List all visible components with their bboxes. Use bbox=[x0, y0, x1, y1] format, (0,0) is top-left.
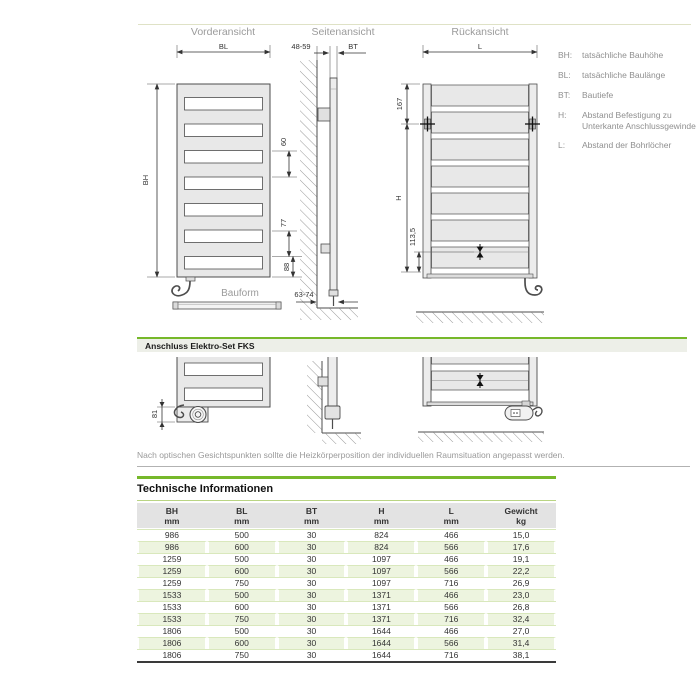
table-cell: 30 bbox=[277, 565, 347, 577]
wall-hatch bbox=[300, 60, 317, 320]
dim-60: 60 bbox=[279, 137, 288, 147]
table-cell: 566 bbox=[416, 565, 486, 577]
legend-item bbox=[558, 90, 698, 101]
column-unit: mm bbox=[234, 516, 250, 527]
table-cell: 466 bbox=[416, 625, 486, 637]
legend bbox=[558, 50, 698, 160]
dim-167: 167 bbox=[395, 97, 404, 111]
dim-88: 88 bbox=[282, 262, 291, 272]
legend-item bbox=[558, 70, 698, 81]
elektro-front-view bbox=[150, 357, 270, 430]
bauform-label: Bauform bbox=[221, 288, 259, 299]
legend-text: Bautiefe bbox=[582, 89, 614, 100]
legend-text: Abstand der Bohrlöcher bbox=[582, 140, 672, 151]
table-cell: 38,1 bbox=[486, 649, 556, 661]
rear-view-drawing bbox=[394, 42, 544, 323]
column-header bbox=[346, 503, 416, 529]
table-cell: 466 bbox=[416, 589, 486, 601]
table-cell: 566 bbox=[416, 541, 486, 553]
table-cell: 1533 bbox=[137, 613, 207, 625]
note-text: Nach optischen Gesichtspunkten sollte die Heizkörperposition der individuellen Raumsituation angepasst werden. bbox=[137, 450, 565, 460]
technical-table-wrap bbox=[137, 500, 556, 663]
table-cell: 716 bbox=[416, 649, 486, 661]
table-cell: 986 bbox=[137, 541, 207, 553]
table-cell: 600 bbox=[207, 637, 277, 649]
bauform-profile bbox=[173, 302, 281, 309]
table-cell: 600 bbox=[207, 541, 277, 553]
table-cell: 1097 bbox=[346, 553, 416, 565]
table-cell: 32,4 bbox=[486, 613, 556, 625]
table-cell: 26,8 bbox=[486, 601, 556, 613]
column-header bbox=[486, 503, 556, 529]
table-cell: 30 bbox=[277, 529, 347, 541]
table-row bbox=[137, 601, 556, 613]
table-cell: 19,1 bbox=[486, 553, 556, 565]
elektro-rear-view bbox=[418, 357, 544, 442]
legend-key: BL: bbox=[558, 69, 571, 80]
column-label: H bbox=[378, 506, 385, 516]
table-cell: 30 bbox=[277, 541, 347, 553]
dim-bl: BL bbox=[218, 42, 229, 51]
table-cell: 1371 bbox=[346, 613, 416, 625]
rear-view-title: Rückansicht bbox=[451, 26, 509, 38]
table-cell: 500 bbox=[207, 553, 277, 565]
column-unit: kg bbox=[516, 516, 527, 527]
table-cell: 1806 bbox=[137, 649, 207, 661]
legend-key: BT: bbox=[558, 89, 571, 100]
top-divider bbox=[138, 24, 691, 25]
table-cell: 31,4 bbox=[486, 637, 556, 649]
legend-key: L: bbox=[558, 140, 566, 151]
column-label: BH bbox=[165, 506, 179, 516]
cable-hook bbox=[525, 278, 542, 295]
table-cell: 1806 bbox=[137, 637, 207, 649]
technical-drawing-elektro bbox=[130, 357, 570, 449]
column-label: BT bbox=[305, 506, 318, 516]
legend-item bbox=[558, 110, 698, 132]
section-divider bbox=[137, 466, 690, 467]
table-cell: 30 bbox=[277, 589, 347, 601]
column-header bbox=[416, 503, 486, 529]
elektro-section-header bbox=[137, 337, 687, 352]
floor-hatch bbox=[418, 432, 544, 442]
elektro-side-view bbox=[307, 357, 361, 444]
heating-element bbox=[325, 406, 340, 419]
table-cell: 500 bbox=[207, 529, 277, 541]
table-cell: 15,0 bbox=[486, 529, 556, 541]
dim-81: 81 bbox=[150, 409, 159, 419]
legend-item bbox=[558, 140, 698, 151]
dim-l: L bbox=[477, 42, 483, 51]
table-cell: 716 bbox=[416, 577, 486, 589]
table-body bbox=[137, 529, 556, 661]
table-cell: 1097 bbox=[346, 577, 416, 589]
table-cell: 1806 bbox=[137, 625, 207, 637]
cable-hook bbox=[172, 281, 190, 296]
table-cell: 466 bbox=[416, 529, 486, 541]
wall-hatch bbox=[307, 361, 322, 433]
floor-hatch bbox=[322, 433, 361, 444]
technical-drawing-top bbox=[130, 40, 570, 336]
table-cell: 566 bbox=[416, 637, 486, 649]
table-cell: 824 bbox=[346, 529, 416, 541]
table-cell: 750 bbox=[207, 577, 277, 589]
table-cell: 600 bbox=[207, 565, 277, 577]
dim-113: 113,5 bbox=[408, 227, 417, 247]
column-header bbox=[207, 503, 277, 529]
table-cell: 1371 bbox=[346, 589, 416, 601]
table-row bbox=[137, 613, 556, 625]
table-row bbox=[137, 625, 556, 637]
side-view-title: Seitenansicht bbox=[311, 26, 375, 38]
floor-hatch bbox=[317, 308, 358, 320]
table-row bbox=[137, 553, 556, 565]
table-cell: 17,6 bbox=[486, 541, 556, 553]
column-label: BL bbox=[236, 506, 248, 516]
column-label: L bbox=[448, 506, 454, 516]
table-cell: 566 bbox=[416, 601, 486, 613]
legend-text: Abstand Befestigung zu Unterkante Anschlussgewinde bbox=[582, 109, 696, 131]
table-cell: 750 bbox=[207, 613, 277, 625]
table-cell: 30 bbox=[277, 649, 347, 661]
table-cell: 30 bbox=[277, 613, 347, 625]
dim-wall-distance: 48-59 bbox=[291, 42, 311, 51]
table-cell: 23,0 bbox=[486, 589, 556, 601]
column-header bbox=[277, 503, 347, 529]
legend-key: BH: bbox=[558, 50, 573, 60]
column-unit: mm bbox=[443, 516, 459, 527]
table-cell: 27,0 bbox=[486, 625, 556, 637]
table-cell: 30 bbox=[277, 577, 347, 589]
table-row bbox=[137, 529, 556, 541]
table-cell: 1533 bbox=[137, 601, 207, 613]
technical-table bbox=[137, 503, 556, 663]
front-view-title: Vorderansicht bbox=[190, 26, 256, 38]
floor-hatch bbox=[416, 312, 544, 323]
table-cell: 30 bbox=[277, 637, 347, 649]
table-cell: 1644 bbox=[346, 625, 416, 637]
table-cell: 1259 bbox=[137, 565, 207, 577]
table-cell: 500 bbox=[207, 625, 277, 637]
column-unit: mm bbox=[373, 516, 389, 527]
table-row bbox=[137, 577, 556, 589]
legend-item bbox=[558, 50, 698, 61]
table-cell: 30 bbox=[277, 553, 347, 565]
column-unit: mm bbox=[164, 516, 180, 527]
table-row bbox=[137, 565, 556, 577]
wall-bracket bbox=[318, 108, 330, 121]
legend-text: tatsächliche Bauhöhe bbox=[582, 50, 664, 60]
table-row bbox=[137, 637, 556, 649]
legend-text: tatsächliche Baulänge bbox=[582, 69, 666, 80]
legend-key: H: bbox=[558, 109, 567, 120]
elektro-section-title: Anschluss Elektro-Set FKS bbox=[145, 341, 255, 351]
column-header bbox=[137, 503, 207, 529]
table-row bbox=[137, 541, 556, 553]
table-header-row bbox=[137, 503, 556, 529]
dim-bt: BT bbox=[348, 42, 358, 51]
table-cell: 750 bbox=[207, 649, 277, 661]
column-label: Gewicht bbox=[504, 506, 538, 516]
table-cell: 30 bbox=[277, 625, 347, 637]
table-cell: 26,9 bbox=[486, 577, 556, 589]
dim-floor-distance: 63-74 bbox=[294, 290, 314, 299]
radiator-profile bbox=[330, 78, 337, 290]
heating-element-dial bbox=[190, 407, 206, 423]
table-cell: 30 bbox=[277, 601, 347, 613]
table-cell: 500 bbox=[207, 589, 277, 601]
table-cell: 1644 bbox=[346, 637, 416, 649]
front-view-drawing bbox=[141, 42, 302, 309]
table-cell: 716 bbox=[416, 613, 486, 625]
table-cell: 600 bbox=[207, 601, 277, 613]
table-cell: 824 bbox=[346, 541, 416, 553]
table-cell: 1533 bbox=[137, 589, 207, 601]
dim-77: 77 bbox=[279, 218, 288, 228]
dim-h: H bbox=[394, 195, 403, 201]
table-accent-bar bbox=[137, 476, 556, 479]
table-cell: 1097 bbox=[346, 565, 416, 577]
table-cell: 1259 bbox=[137, 577, 207, 589]
side-view-drawing bbox=[291, 42, 366, 320]
table-cell: 466 bbox=[416, 553, 486, 565]
table-row bbox=[137, 649, 556, 661]
table-cell: 1259 bbox=[137, 553, 207, 565]
table-row bbox=[137, 589, 556, 601]
table-title: Technische Informationen bbox=[137, 483, 274, 495]
column-unit: mm bbox=[304, 516, 320, 527]
dim-bh: BH bbox=[141, 174, 150, 186]
table-cell: 1371 bbox=[346, 601, 416, 613]
table-cell: 986 bbox=[137, 529, 207, 541]
table-cell: 22,2 bbox=[486, 565, 556, 577]
cable-hook bbox=[533, 407, 542, 415]
table-cell: 1644 bbox=[346, 649, 416, 661]
